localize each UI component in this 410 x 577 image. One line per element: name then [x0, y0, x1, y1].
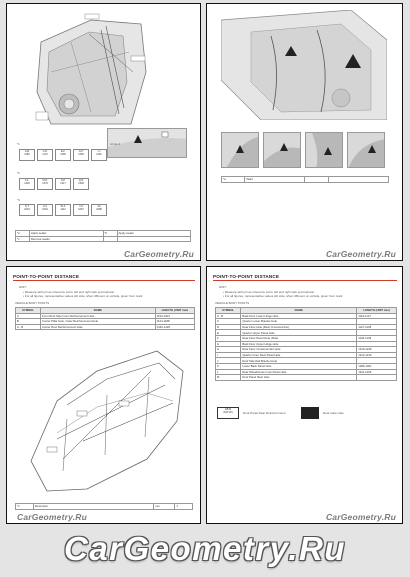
- table-row: H Rear Floor Crossmember Hole 1219-1230: [216, 347, 397, 353]
- table-row: K Lower Back Panel Hole 1288-1301: [216, 363, 397, 369]
- code-1-4: G-H 1259: [73, 149, 89, 161]
- legend-table: [15, 230, 191, 242]
- page-1: [6, 3, 201, 261]
- section-title: POINT-TO-POINT DISTANCE: [213, 274, 397, 281]
- hint-line-1: • Measure with pin as reference point, left and right side symmetrical.: [23, 290, 115, 294]
- watermark: CarGeometry.Ru: [325, 249, 396, 259]
- note-2: *2: [17, 171, 20, 175]
- hint-line-2: • For all figures, representative values left side; when different on vehicle, given from mark: [23, 294, 143, 298]
- code-note-b: Rear Gate Hole: [323, 411, 344, 415]
- table-row: I Quarter Inner Rear Panel Hole 1213-1219: [216, 352, 397, 358]
- callout-label: Arrow 1: [110, 142, 121, 146]
- note-3: *3: [17, 198, 20, 202]
- hint-heading: HINT:: [219, 285, 227, 289]
- hint-line-2: • For all figures, representative values left side; when different on vehicle, given from mark: [223, 294, 343, 298]
- table-header-row: SYMBOL NAME LENGTH (UNIT mm): [16, 308, 195, 314]
- section-title: POINT-TO-POINT DISTANCE: [13, 274, 195, 281]
- footer-banner: [0, 529, 410, 577]
- table-row: M Roof Panel Rear Hole: [216, 375, 397, 381]
- table-row: *a Apply sealer *b Apply sealer: [16, 231, 191, 237]
- detail-thumbnail-a: [221, 132, 259, 168]
- body-isometric-diagram: [27, 341, 187, 493]
- code-2-3: O-P 1317: [55, 178, 71, 190]
- table-row: A Front Roof Side Inner Reinforcement Hole 1193-1203: [16, 313, 195, 319]
- points-table: [15, 307, 195, 330]
- table-row: B Center Pillar Hole, Outer Reinforcement Hole 1124-1188: [16, 319, 195, 325]
- page-4: [206, 266, 403, 524]
- page-3: [6, 266, 201, 524]
- table-row: J Roof Side Rail Bracket Hole: [216, 358, 397, 364]
- table-row: E Quarter Upper Panel Hole: [216, 330, 397, 336]
- table-row: G Back Door Upper Hinge Hole: [216, 341, 397, 347]
- detail-thumbnail-d: [347, 132, 385, 168]
- detail-thumbnail-b: [263, 132, 301, 168]
- code-1-1: A-B 1183: [19, 149, 35, 161]
- table-row: *a Weld: [222, 177, 389, 183]
- points-table: [215, 307, 397, 381]
- code-box-a: EB-B (DW 20): [217, 407, 239, 419]
- footer-logo: CarGeometry.Ru: [63, 530, 347, 567]
- code-1-3: E-F 1265: [55, 149, 71, 161]
- code-2-2: M-N 1379: [37, 178, 53, 190]
- pillar-section-diagram: [221, 10, 387, 120]
- code-3-5: AA 1088: [91, 204, 107, 216]
- code-row-2: [19, 178, 109, 192]
- table-row: *c Remove sealer: [16, 236, 191, 242]
- code-1-2: C-D 1176: [37, 149, 53, 161]
- table-row: F Rear Floor Panel Hole (Side) 1134-1149: [216, 335, 397, 341]
- legend-table: [221, 176, 389, 183]
- code-1-5: I-J 1140: [91, 149, 107, 161]
- code-note-a: Roof Panel Rear Reinforcement: [243, 411, 286, 415]
- code-3-1: S-T 1043: [19, 204, 35, 216]
- code-row-3: [19, 204, 109, 218]
- code-row-1: [19, 149, 109, 163]
- code-3-3: W-X 1112: [55, 204, 71, 216]
- table-row: D Rear Floor Hole (Rear Crossmember) 1127-1138: [216, 324, 397, 330]
- code-2-4: Q-R 1328: [73, 178, 89, 190]
- table-row: *1 Dimension mm 1: [16, 504, 193, 510]
- watermark: CarGeometry.Ru: [123, 249, 194, 259]
- table-row: A - B Back Door Lower Hinge Hole 1119-1127: [216, 313, 397, 319]
- table-row: L Rear Wheelhouse Inner Panel Hole 1311-1329: [216, 369, 397, 375]
- detail-thumbnail-c: [305, 132, 343, 168]
- page-2: [206, 3, 403, 261]
- table-row: C Quarter Lower Bracket Hole: [216, 319, 397, 325]
- rear-quarter-diagram: [31, 12, 151, 128]
- hint-line-1: • Measure with pin as reference point, left and right side symmetrical.: [223, 290, 315, 294]
- bottom-table: [15, 503, 193, 510]
- table-header-row: SYMBOL NAME LENGTH (UNIT mm): [216, 308, 397, 314]
- note-1: *1: [17, 142, 20, 146]
- hint-heading: HINT:: [19, 285, 27, 289]
- watermark: CarGeometry.Ru: [325, 512, 396, 522]
- watermark: CarGeometry.Ru: [17, 512, 88, 522]
- code-box-b: [301, 407, 319, 419]
- table-row: A - B Center Roof Reinforcement Hole 1340-1426: [16, 324, 195, 330]
- code-3-4: Y-Z 1067: [73, 204, 89, 216]
- code-3-2: U-V 1019: [37, 204, 53, 216]
- table-caption: VEHICLE BODY POINTS: [215, 301, 250, 305]
- code-2-1: K-L 1420: [19, 178, 35, 190]
- table-caption: VEHICLE BODY POINTS: [15, 301, 50, 305]
